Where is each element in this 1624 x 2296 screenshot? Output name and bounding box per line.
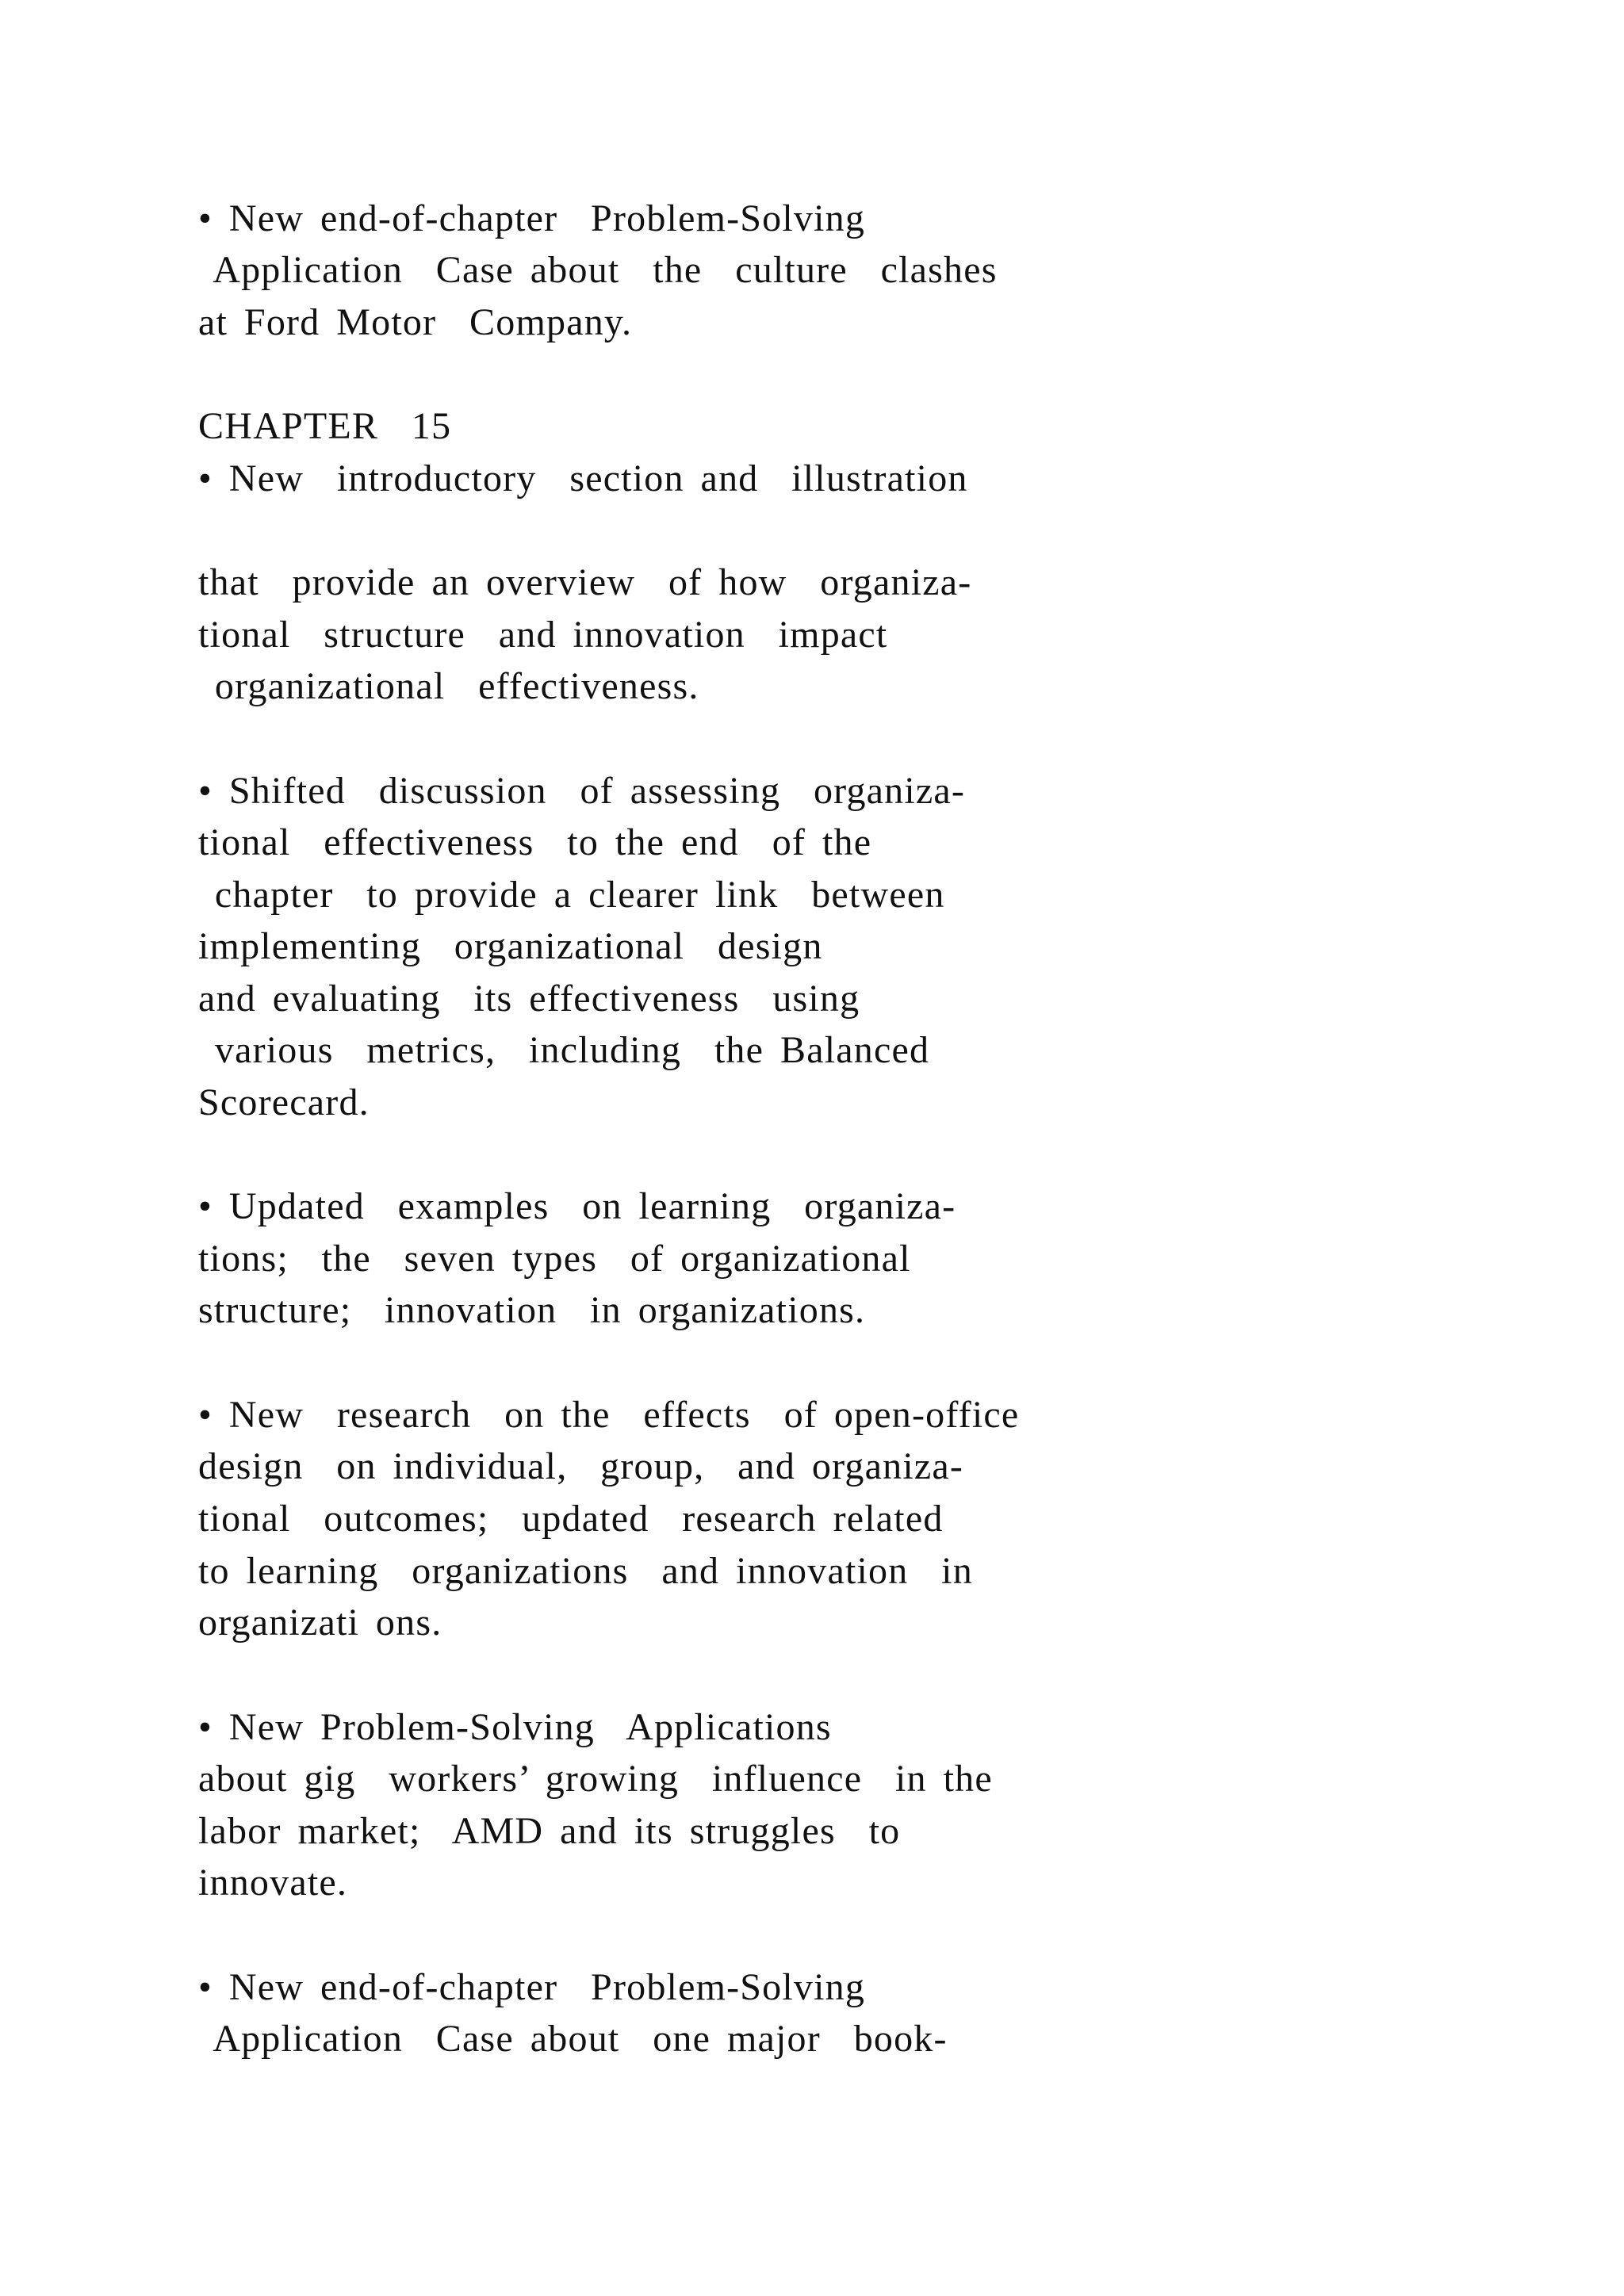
text-line: that provide an overview of how organiza- [198, 561, 972, 603]
text-line: at Ford Motor Company. [198, 301, 633, 343]
text-line: and evaluating its effectiveness using [198, 978, 860, 1020]
text-line: design on individual, group, and organiza- [198, 1445, 964, 1487]
text-line: Application Case about one major book- [198, 2018, 948, 2060]
text-line: implementing organizational design [198, 925, 823, 967]
chapter-heading: CHAPTER 15 [198, 405, 452, 447]
text-line: organizational effectiveness. [198, 665, 699, 707]
text-line: to learning organizations and innovation in [198, 1550, 973, 1592]
text-line: about gig workers’ growing influence in the [198, 1758, 993, 1800]
text-line: • Updated examples on learning organiza- [198, 1185, 956, 1227]
text-line: chapter to provide a clearer link between [198, 874, 945, 916]
text-line: Scorecard. [198, 1081, 370, 1123]
text-line: Application Case about the culture clashes [198, 249, 998, 291]
text-line: tions; the seven types of organizational [198, 1238, 911, 1280]
text-line: innovate. [198, 1862, 348, 1904]
text-line: • New introductory section and illustration [198, 457, 968, 499]
text-line: various metrics, including the Balanced [198, 1029, 930, 1071]
text-line: • New end-of-chapter Problem-Solving [198, 1966, 866, 2008]
text-line: • New research on the effects of open-office [198, 1394, 1020, 1436]
text-line: labor market; AMD and its struggles to [198, 1810, 901, 1852]
text-line: • Shifted discussion of assessing organiza- [198, 770, 966, 812]
text-line: • New Problem-Solving Applications [198, 1706, 832, 1748]
text-line: organizati ons. [198, 1601, 442, 1644]
text-line: tional effectiveness to the end of the [198, 821, 872, 863]
text-line: structure; innovation in organizations. [198, 1289, 866, 1331]
text-line: tional outcomes; updated research related [198, 1498, 944, 1540]
text-line: • New end-of-chapter Problem-Solving [198, 197, 866, 239]
text-line: tional structure and innovation impact [198, 614, 888, 656]
